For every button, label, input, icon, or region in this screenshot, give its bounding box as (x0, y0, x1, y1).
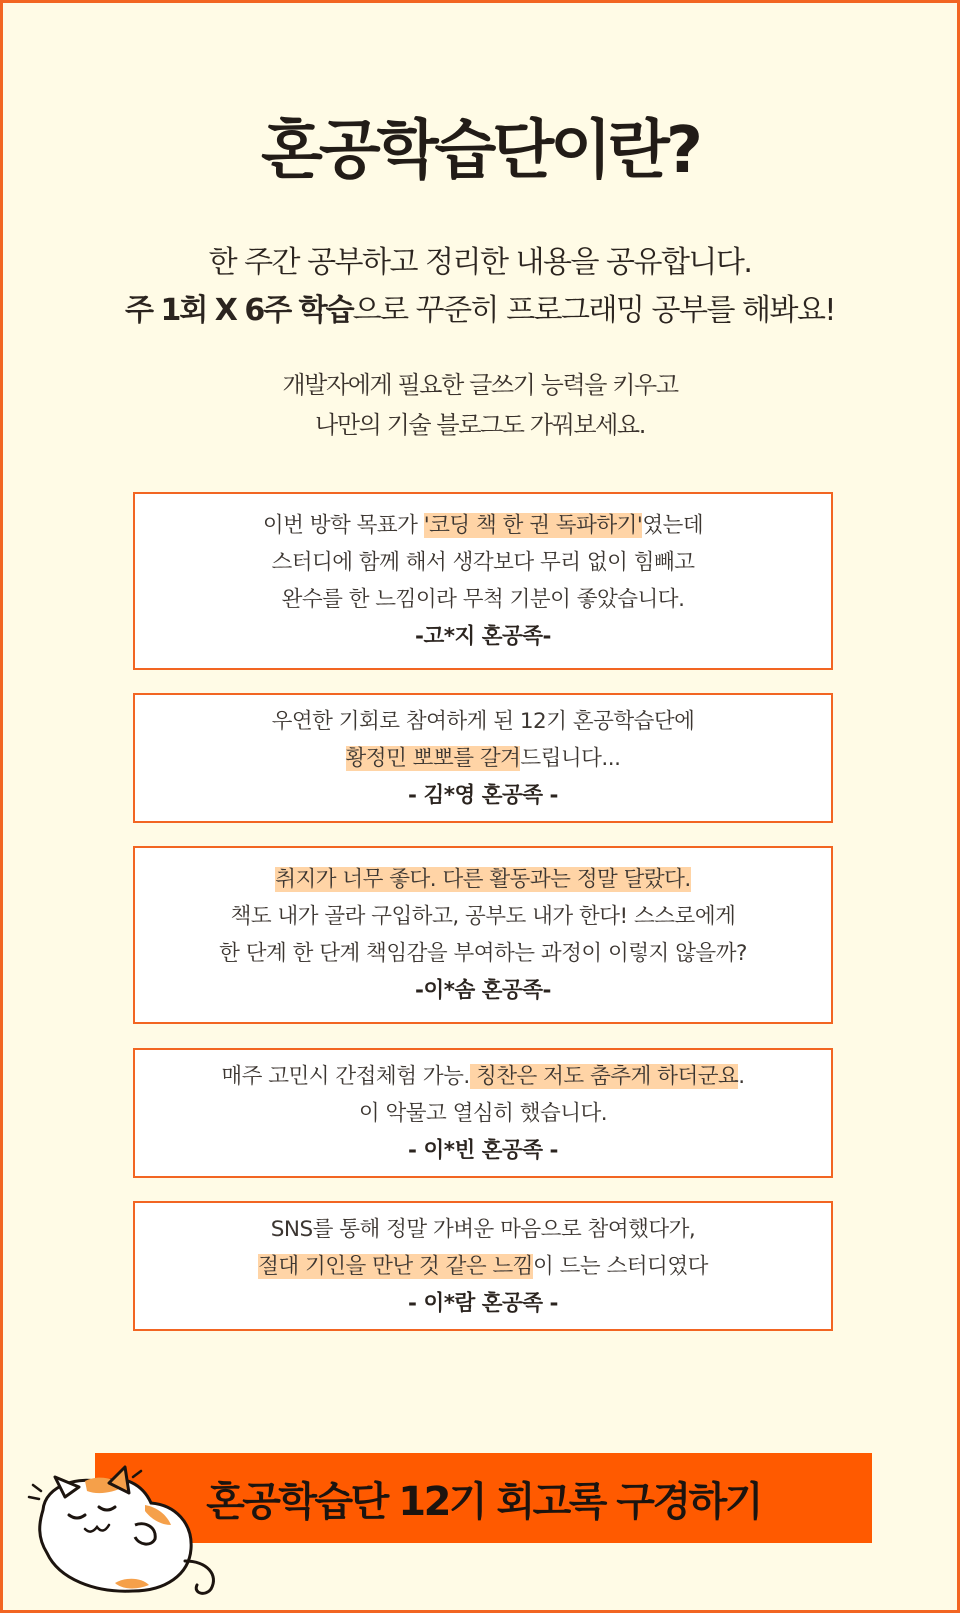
intro-text (3, 239, 957, 335)
review-card-4 (133, 1048, 833, 1178)
review-text: 매주 고민시 간접체험 가능. (221, 1063, 470, 1089)
review-text: 였는데 (642, 513, 704, 538)
review-line (135, 740, 831, 777)
intro-line-2-rest: 으로 꾸준히 프로그래밍 공부를 해봐요! (352, 293, 835, 328)
intro-emphasis: 주 1회 X 6주 학습 (125, 293, 353, 328)
intro-line-1: 한 주간 공부하고 정리한 내용을 공유합니다. (208, 245, 752, 280)
review-highlight: 칭찬은 저도 춤추게 하더군요 (469, 1063, 739, 1089)
review-text: 이번 방학 목표가 (262, 513, 424, 538)
review-highlight: 황정민 뽀뽀를 갈겨 (345, 745, 521, 771)
review-text: . (738, 1063, 745, 1089)
review-card-1 (133, 492, 833, 670)
review-author: - 김*영 혼공족 - (408, 782, 558, 808)
sleeping-cat-icon (25, 1465, 235, 1600)
sub-line-2: 나만의 기술 블로그도 가꿔보세요. (315, 411, 645, 439)
review-highlight: 취지가 너무 좋다. 다른 활동과는 정말 달랐다. (275, 867, 691, 892)
review-author: - 이*빈 혼공족 - (408, 1137, 558, 1163)
review-line: 한 단계 한 단계 책임감을 부여하는 과정이 이렇지 않을까? (219, 941, 747, 966)
page-title: 혼공학습단이란? (261, 114, 699, 188)
review-author: -이*솜 혼공족- (415, 978, 551, 1003)
review-line: 이 악물고 열심히 했습니다. (358, 1100, 608, 1126)
review-line (135, 1248, 831, 1285)
review-line (135, 861, 831, 898)
review-card-3 (133, 846, 833, 1024)
review-text: 드립니다... (520, 745, 621, 771)
review-card-2 (133, 693, 833, 823)
review-line: 책도 내가 골라 구입하고, 공부도 내가 한다! 스스로에게 (230, 904, 736, 929)
cta-label: 혼공학습단 12기 회고록 구경하기 (206, 1478, 761, 1525)
review-line: 우연한 기회로 참여하게 된 12기 혼공학습단에 (271, 708, 695, 734)
review-card-5 (133, 1201, 833, 1331)
review-text: 이 드는 스터디였다 (533, 1253, 708, 1279)
sub-text (3, 365, 957, 445)
review-line: 완수를 한 느낌이라 무척 기분이 좋았습니다. (281, 587, 685, 612)
intro-line-2 (3, 287, 957, 335)
review-line: SNS를 통해 정말 가벼운 마음으로 참여했다가, (270, 1216, 696, 1242)
review-line (135, 1058, 831, 1095)
review-line (135, 507, 831, 544)
sub-line-1: 개발자에게 필요한 글쓰기 능력을 키우고 (282, 371, 678, 399)
review-highlight: 절대 기인을 만난 것 같은 느낌 (258, 1253, 534, 1279)
review-line: 스터디에 함께 해서 생각보다 무리 없이 힘빼고 (271, 550, 695, 575)
review-author: -고*지 혼공족- (415, 624, 551, 649)
review-author: - 이*람 혼공족 - (408, 1290, 558, 1316)
review-highlight: '코딩 책 한 권 독파하기' (423, 513, 643, 538)
